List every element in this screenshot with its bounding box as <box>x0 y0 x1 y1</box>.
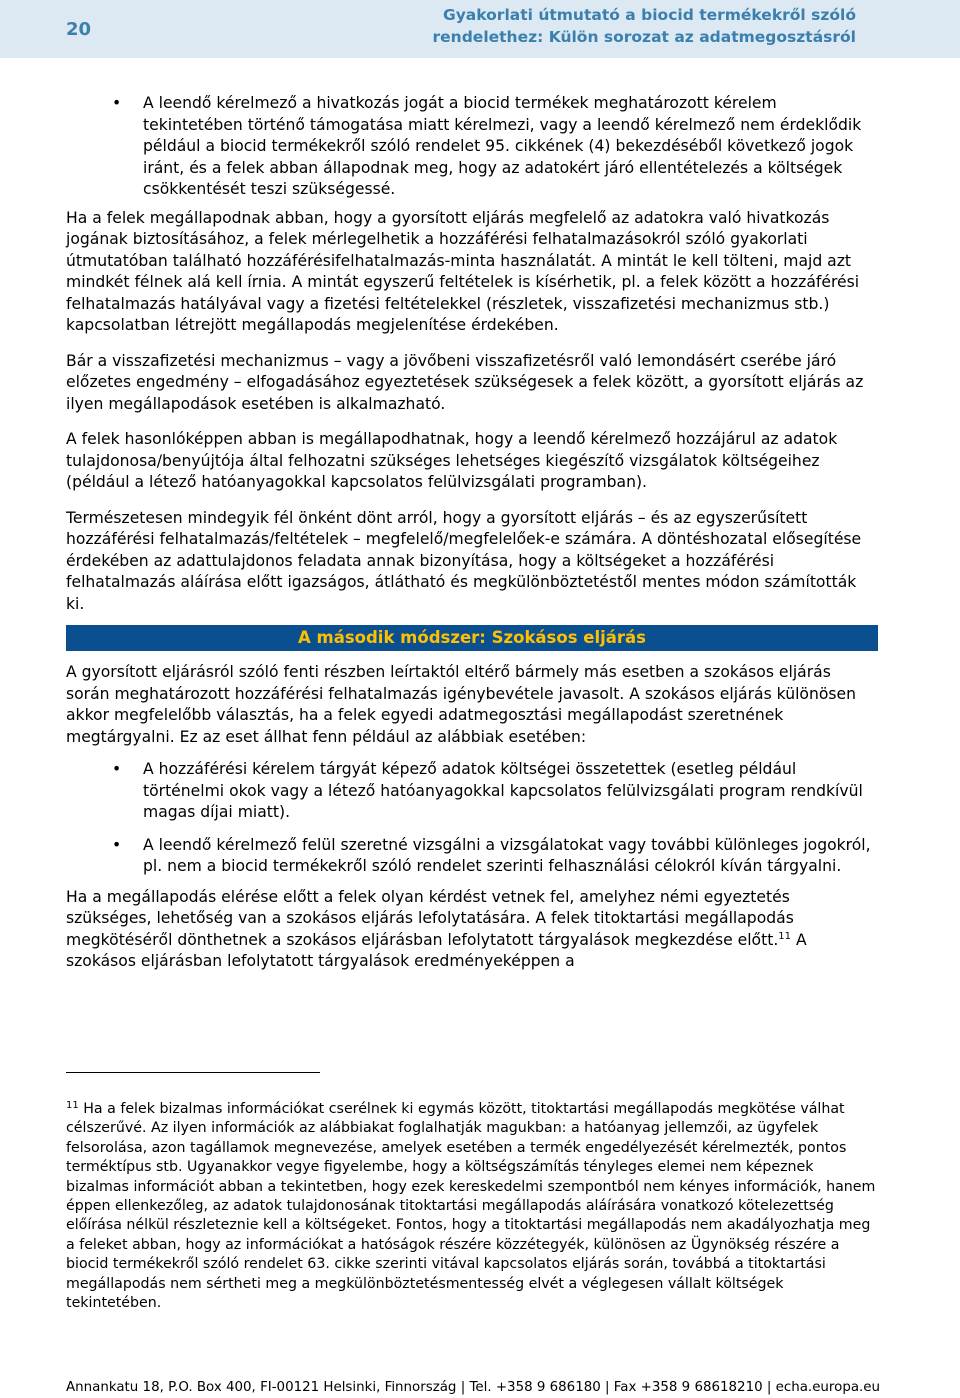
list-item <box>66 759 878 824</box>
paragraph: A gyorsított eljárásról szóló fenti részben leírtaktól eltérő bármely más esetben a szokásos eljárás során meghatározott hozzáférési felhatalmazás igénybevétele javasolt. A szokásos eljárás különösen akkor megfelelőbb választás, ha a felek egyedi adatmegosztási megállapodást szeretnének megtárgyalni. Ez az eset állhat fenn például az alábbiak esetében: <box>66 663 856 746</box>
document-body <box>66 93 878 973</box>
paragraph: A felek hasonlóképpen abban is megállapodhatnak, hogy a leendő kérelmező hozzájárul az adatok tulajdonosa/benyújtója által felhozatni szükséges lehetséges kiegészítő vizsgálatok költségeihez (például a létező hatóanyagokkal kapcsolatos felülvizsgálati programban). <box>66 430 838 491</box>
list-item <box>66 835 878 878</box>
bullet-icon: • <box>112 835 122 854</box>
page-footer: Annankatu 18, P.O. Box 400, FI-00121 Helsinki, Finnország | Tel. +358 9 686180 | Fax +358 9 68618210 | echa.europa.eu <box>66 1380 881 1395</box>
footnote-reference[interactable]: 11 <box>778 930 792 942</box>
bullet-icon: • <box>112 94 122 112</box>
footnote-separator <box>66 1072 320 1073</box>
paragraph-text: A szokásos eljárásban lefolytatott tárgyalások eredményeképpen a <box>66 930 807 970</box>
bullet-text: A leendő kérelmező a hivatkozás jogát a biocid termékek meghatározott kérelem tekintetében történő támogatása miatt kérelmezi, vagy a leendő kérelmező nem érdeklődik például a biocid termékekről szóló rendelet 95. cikkének (4) bekezdéséből következő jogok iránt, és a felek abban állapodnak meg, hogy az adatokért járó ellentételezés a költségek csökkentését teszi szükségessé. <box>143 94 862 198</box>
bullet-list <box>66 93 878 201</box>
header-title <box>433 4 856 48</box>
bullet-icon: • <box>112 760 122 778</box>
header-title-line1: Gyakorlati útmutató a biocid termékekről szóló <box>442 6 856 24</box>
header-title-line2: rendelethez: Külön sorozat az adatmegosztásról <box>432 28 856 46</box>
footnote-marker: 11 <box>66 1100 79 1111</box>
page-header <box>0 0 960 58</box>
paragraph <box>66 887 878 973</box>
footnote <box>66 1100 878 1313</box>
bullet-list <box>66 759 878 878</box>
bullet-text: A leendő kérelmező felül szeretné vizsgálni a vizsgálatokat vagy további különleges jogokról, pl. nem a biocid termékekről szóló rendelet szerinti felhasználási célokról kíván tárgyalni. <box>143 835 871 875</box>
paragraph: Természetesen mindegyik fél önként dönt arról, hogy a gyorsított eljárás – és az egyszerűsített hozzáférési felhatalmazás/feltételek – megfelelő/megfelelőek-e számára. A döntéshozatal elősegítése érdekében az adattulajdonos feladata annak bizonyítása, hogy a költségeket a hozzáférési felhatalmazás aláírása előtt igazságos, átlátható és megkülönböztetéstől mentes módon számították ki. <box>66 508 862 613</box>
section-heading: A második módszer: Szokásos eljárás <box>66 625 878 651</box>
paragraph: Ha a felek megállapodnak abban, hogy a gyorsított eljárás megfelelő az adatokra való hivatkozás jogának biztosításához, a felek mérlegelhetik a hozzáférési felhatalmazásokról szóló gyakorlati útmutatóban található hozzáférésifelhatalmazás-minta használatát. A mintát le kell tölteni, majd azt mindkét félnek alá kell írnia. A mintát egyszerű feltételek is kísérhetik, pl. a felek között a hozzáférési felhatalmazás hatályával vagy a fizetési feltételekkel (részletek, visszafizetési mechanizmus stb.) kapcsolatban létrejött megállapodás megjelenítése érdekében. <box>66 208 860 334</box>
page-number: 20 <box>66 19 92 40</box>
list-item <box>66 93 878 201</box>
bullet-text: A hozzáférési kérelem tárgyát képező adatok költségei összetettek (esetleg például történelmi okok vagy a létező hatóanyagokkal kapcsolatos felülvizsgálati program rendkívül magas díjai miatt). <box>143 760 863 821</box>
footnote-text: Ha a felek bizalmas információkat cserélnek ki egymás között, titoktartási megállapodás megkötése válhat célszerűvé. Az ilyen információk az alábbiakat foglalhatják magukban: a hatóanyag jellemzői, az ügyfelek felsorolása, azon tagállamok megnevezése, amelyek esetében a termék engedélyezését kérelmezték, pontos terméktípus stb. Ugyanakkor vegye figyelembe, hogy a költségszámítás tényleges elemei nem képeznek bizalmas információt abban a tekintetben, hogy ezek kereskedelmi szempontból nem kényes információk, hanem éppen ellenkezőleg, az adatok tulajdonosának titoktartási megállapodás aláírására vonatkozó kötelezettség előírása nélkül részleteznie kell a költségeket. Fontos, hogy a titoktartási megállapodás nem akadályozhatja meg a feleket abban, hogy az információkat a hatóságok részére közzétegyék, különösen az Ügynökség részére a biocid termékekről szóló rendelet 63. cikke szerinti vitával kapcsolatos eljárás során, továbbá a titoktartási megállapodás nem sértheti meg a megkülönböztetésmentesség elvét a véglegesen vállalt költségek tekintetében. <box>66 1101 876 1312</box>
paragraph-text: Ha a megállapodás elérése előtt a felek olyan kérdést vetnek fel, amelyhez némi egyeztetés szükséges, lehetőség van a szokásos eljárás lefolytatására. A felek titoktartási megállapodás megkötéséről dönthetnek a szokásos eljárásban lefolytatott tárgyalások megkezdése előtt. <box>66 887 794 949</box>
paragraph: Bár a visszafizetési mechanizmus – vagy a jövőbeni visszafizetésről való lemondásért cserébe járó előzetes engedmény – elfogadásához egyeztetések szükségesek a felek között, a gyorsított eljárás az ilyen megállapodások esetében is alkalmazható. <box>66 351 864 413</box>
